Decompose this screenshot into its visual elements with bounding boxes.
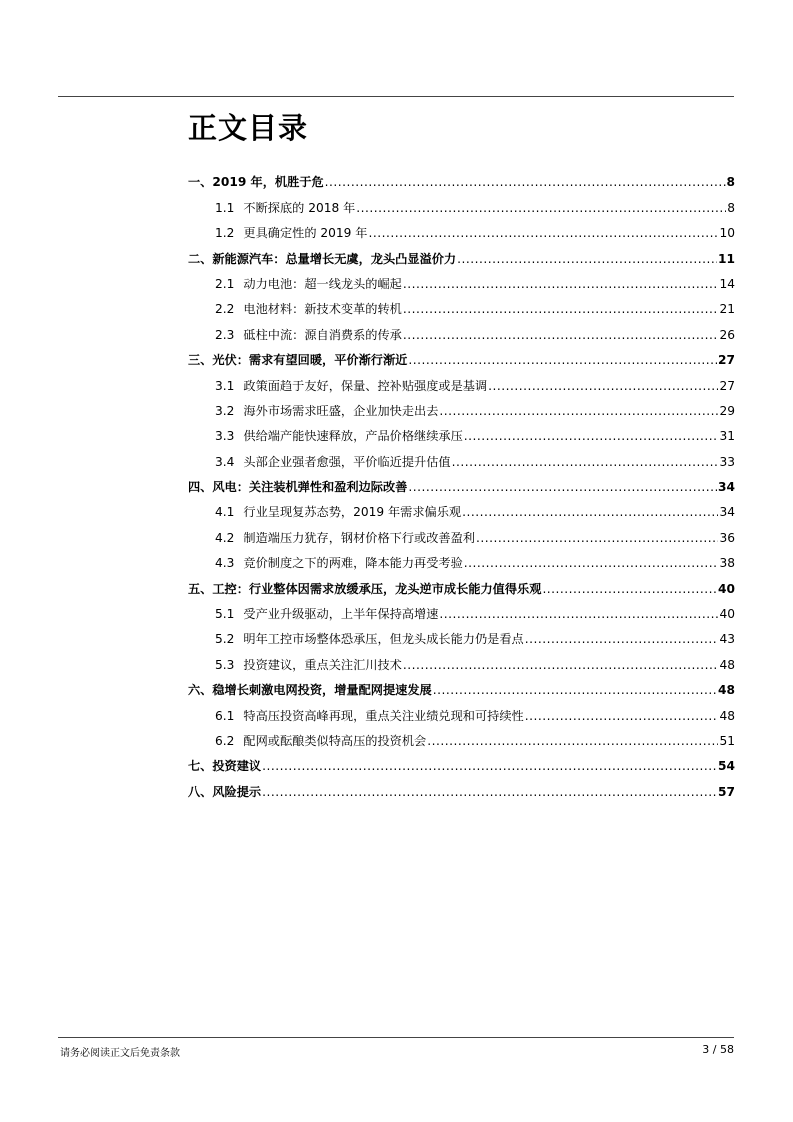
- toc-page-number: 43: [719, 632, 735, 647]
- toc-leader-dots: [262, 783, 717, 801]
- toc-entry-label: 政策面趋于友好，保量、控补贴强度或是基调: [243, 378, 488, 393]
- toc-entry-label: 明年工控市场整体恐承压，但龙头成长能力仍是看点: [243, 632, 524, 647]
- toc-entry-label: 二、新能源汽车：总量增长无虞，龙头凸显溢价力: [188, 251, 457, 266]
- toc-section-entry[interactable]: [188, 420, 735, 445]
- toc-page-number: 36: [719, 530, 735, 545]
- toc-page-number: 10: [719, 226, 735, 241]
- toc-chapter-entry[interactable]: [188, 674, 735, 699]
- toc-leader-dots: [262, 757, 717, 775]
- toc-section-entry[interactable]: [188, 547, 735, 572]
- toc-chapter-entry[interactable]: [188, 166, 735, 191]
- toc-leader-dots: [403, 326, 719, 344]
- toc-entry-label: 头部企业强者愈强，平价临近提升估值: [243, 454, 451, 469]
- toc-entry-label: 特高压投资高峰再现，重点关注业绩兑现和可持续性: [243, 708, 524, 723]
- toc-entry-label: 动力电池：超一线龙头的崛起: [243, 276, 402, 291]
- toc-section-entry[interactable]: [188, 293, 735, 318]
- page-title: 正文目录: [188, 111, 309, 145]
- toc-entry-label: 四、风电：关注装机弹性和盈利边际改善: [188, 480, 408, 495]
- toc-leader-dots: [464, 427, 719, 445]
- toc-entry-number: 4.1: [215, 505, 235, 520]
- toc-entry-label: 八、风险提示: [188, 784, 262, 799]
- toc-section-entry[interactable]: [188, 445, 735, 470]
- toc-entry-label: 三、光伏：需求有望回暖，平价渐行渐近: [188, 353, 408, 368]
- toc-entry-label: 砥柱中流：源自消费系的传承: [243, 327, 402, 342]
- toc-leader-dots: [356, 199, 726, 217]
- toc-section-entry[interactable]: [188, 395, 735, 420]
- toc-page-number: 11: [718, 251, 735, 266]
- toc-leader-dots: [525, 707, 719, 725]
- toc-page-number: 57: [718, 784, 735, 799]
- toc-leader-dots: [403, 300, 719, 318]
- toc-entry-number: 3.3: [215, 429, 235, 444]
- toc-entry-label: 受产业升级驱动，上半年保持高增速: [243, 607, 439, 622]
- footer-disclaimer: 请务必阅读正文后免责条款: [60, 1048, 180, 1059]
- toc-page-number: 14: [719, 276, 735, 291]
- toc-page-number: 40: [718, 581, 735, 596]
- toc-section-entry[interactable]: [188, 496, 735, 521]
- toc-page-number: 40: [719, 607, 735, 622]
- toc-section-entry[interactable]: [188, 699, 735, 724]
- toc-entry-number: 5.3: [215, 657, 235, 672]
- toc-section-entry[interactable]: [188, 725, 735, 750]
- toc-entry-label: 供给端产能快速释放，产品价格继续承压: [243, 429, 463, 444]
- toc-entry-number: 3.4: [215, 454, 235, 469]
- toc-entry-number: 2.1: [215, 276, 235, 291]
- toc-leader-dots: [325, 173, 726, 191]
- toc-page-number: 51: [719, 733, 735, 748]
- toc-entry-label: 电池材料：新技术变革的转机: [243, 302, 402, 317]
- toc-page-number: 31: [719, 429, 735, 444]
- toc-entry-number: 3.1: [215, 378, 235, 393]
- toc-entry-number: 1.1: [215, 200, 235, 215]
- toc-entry-number: 4.3: [215, 556, 235, 571]
- toc-entry-label: 六、稳增长刺激电网投资，增量配网提速发展: [188, 683, 432, 698]
- toc-entry-label: 一、2019 年，机胜于危: [188, 175, 324, 190]
- toc-leader-dots: [525, 630, 719, 648]
- toc-leader-dots: [408, 478, 717, 496]
- toc-entry-label: 五、工控：行业整体因需求放缓承压，龙头逆市成长能力值得乐观: [188, 581, 542, 596]
- toc-leader-dots: [433, 681, 717, 699]
- toc-entry-number: 1.2: [215, 226, 235, 241]
- toc-section-entry[interactable]: [188, 369, 735, 394]
- toc-leader-dots: [427, 732, 718, 750]
- toc-entry-label: 行业呈现复苏态势，2019 年需求偏乐观: [243, 505, 462, 520]
- toc-leader-dots: [403, 275, 719, 293]
- toc-entry-label: 更具确定性的 2019 年: [243, 226, 368, 241]
- toc-page-number: 29: [719, 403, 735, 418]
- toc-page-number: 48: [719, 657, 735, 672]
- toc-leader-dots: [368, 224, 718, 242]
- toc-leader-dots: [542, 580, 717, 598]
- toc-page-number: 48: [719, 708, 735, 723]
- toc-section-entry[interactable]: [188, 268, 735, 293]
- toc-entry-number: 4.2: [215, 530, 235, 545]
- toc-entry-label: 七、投资建议: [188, 759, 262, 774]
- toc-section-entry[interactable]: [188, 217, 735, 242]
- toc-entry-label: 不断探底的 2018 年: [243, 200, 356, 215]
- toc-page-number: 34: [719, 505, 735, 520]
- toc-chapter-entry[interactable]: [188, 344, 735, 369]
- toc-entry-number: 5.2: [215, 632, 235, 647]
- toc-leader-dots: [452, 453, 719, 471]
- toc-leader-dots: [457, 250, 717, 268]
- toc-section-entry[interactable]: [188, 191, 735, 216]
- toc-entry-number: 6.1: [215, 708, 235, 723]
- toc-entry-number: 5.1: [215, 607, 235, 622]
- toc-page-number: 26: [719, 327, 735, 342]
- toc-entry-label: 竞价制度之下的两难，降本能力再受考验: [243, 556, 463, 571]
- toc-page-number: 27: [719, 378, 735, 393]
- toc-entry-label: 配网或酝酿类似特高压的投资机会: [243, 733, 427, 748]
- toc-leader-dots: [476, 529, 719, 547]
- footer-page-number: 3 / 58: [702, 1043, 734, 1056]
- toc-chapter-entry[interactable]: [188, 242, 735, 267]
- toc-section-entry[interactable]: [188, 623, 735, 648]
- toc-section-entry[interactable]: [188, 318, 735, 343]
- toc-entry-number: 3.2: [215, 403, 235, 418]
- toc-entry-number: 2.3: [215, 327, 235, 342]
- toc-leader-dots: [464, 554, 719, 572]
- toc-page-number: 48: [718, 683, 735, 698]
- toc-entry-label: 制造端压力犹存，钢材价格下行或改善盈利: [243, 530, 475, 545]
- toc-section-entry[interactable]: [188, 648, 735, 673]
- toc-entry-label: 海外市场需求旺盛，企业加快走出去: [243, 403, 439, 418]
- toc-leader-dots: [462, 503, 718, 521]
- toc-page-number: 38: [719, 556, 735, 571]
- header-rule: [58, 96, 734, 97]
- toc-leader-dots: [403, 656, 719, 674]
- toc-chapter-entry[interactable]: [188, 750, 735, 775]
- toc-page-number: 27: [718, 353, 735, 368]
- toc-page-number: 34: [718, 480, 735, 495]
- toc-leader-dots: [488, 377, 718, 395]
- toc-page-number: 54: [718, 759, 735, 774]
- toc-leader-dots: [408, 351, 717, 369]
- toc-section-entry[interactable]: [188, 521, 735, 546]
- toc-entry-label: 投资建议，重点关注汇川技术: [243, 657, 402, 672]
- toc-page-number: 33: [719, 454, 735, 469]
- table-of-contents: [188, 166, 735, 801]
- toc-page-number: 8: [727, 200, 735, 215]
- toc-page-number: 8: [726, 175, 735, 190]
- footer-rule: [58, 1037, 734, 1038]
- toc-chapter-entry[interactable]: [188, 471, 735, 496]
- toc-entry-number: 6.2: [215, 733, 235, 748]
- toc-chapter-entry[interactable]: [188, 775, 735, 800]
- toc-entry-number: 2.2: [215, 302, 235, 317]
- toc-leader-dots: [439, 605, 718, 623]
- toc-section-entry[interactable]: [188, 598, 735, 623]
- toc-page-number: 21: [719, 302, 735, 317]
- toc-leader-dots: [439, 402, 718, 420]
- toc-chapter-entry[interactable]: [188, 572, 735, 597]
